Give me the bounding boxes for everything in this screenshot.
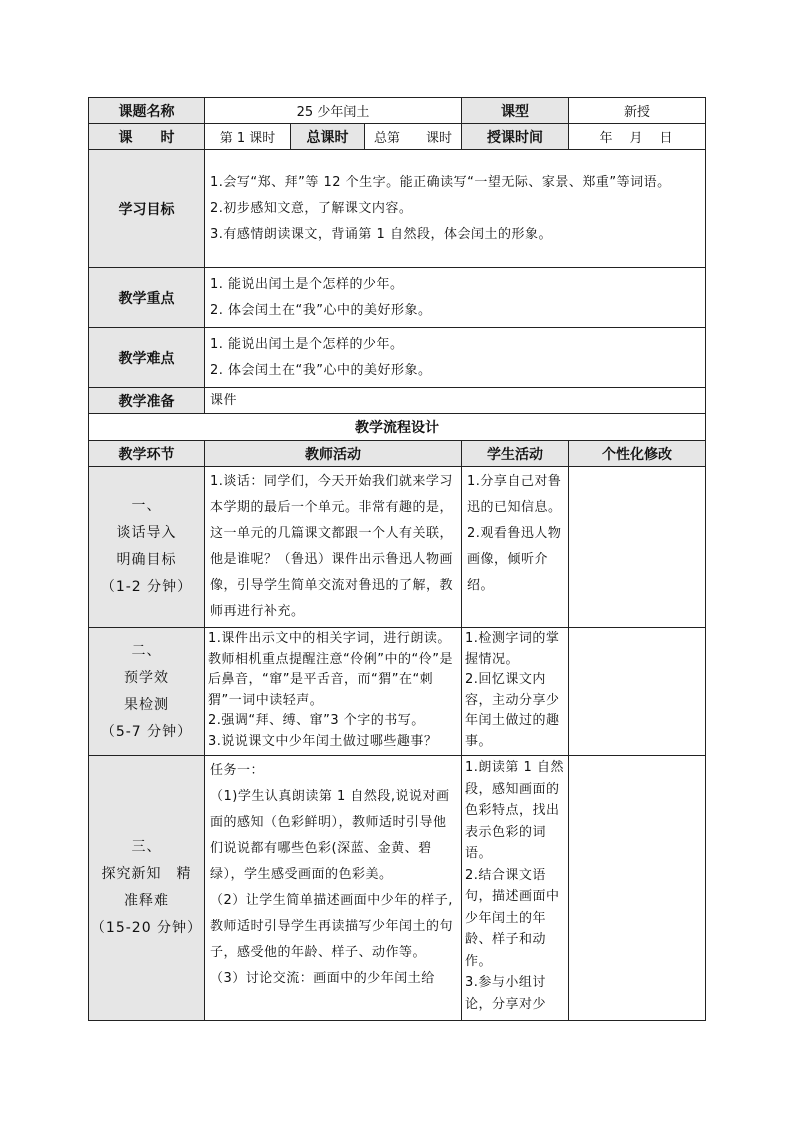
stage-row: [89, 628, 706, 756]
column-teacher-header: 教师活动: [205, 441, 462, 467]
stage-row: [89, 756, 706, 1021]
personal-notes: [569, 628, 706, 756]
stage-name: 二、 预学效 果检测 （5-7 分钟）: [89, 628, 205, 756]
header-row-topic: [89, 98, 706, 124]
date-value: 年 月 日: [569, 124, 706, 150]
key-points-row: [89, 268, 706, 328]
goals-content: [205, 150, 706, 268]
key-points-label: 教学重点: [89, 268, 205, 328]
stage-name: 一、 谈话导入 明确目标 （1-2 分钟）: [89, 467, 205, 628]
stage-row: [89, 467, 706, 628]
student-activity: 1.检测字词的掌握情况。 2.回忆课文内容，主动分享少年闰土做过的趣事。: [462, 628, 569, 756]
date-label: 授课时间: [462, 124, 569, 150]
key-points-content: [205, 268, 706, 328]
key-point-item: 2. 体会闰土在“我”心中的美好形象。: [210, 302, 432, 318]
topic-label: 课题名称: [89, 98, 205, 124]
lesson-plan-page: [88, 97, 705, 1021]
key-point-item: 1. 能说出闰土是个怎样的少年。: [210, 276, 404, 292]
column-stage-header: 教学环节: [89, 441, 205, 467]
flow-header-row: [89, 441, 706, 467]
teacher-activity: 1.课件出示文中的相关字词，进行朗读。教师相机重点提醒注意“伶俐”中的“伶”是后鼻音，“窜”是平舌音，而“猬”在“刺猬”一词中读轻声。 2.强调“拜、缚、窜”3 个字的书写。 3.说说课文中少年闰土做过哪些趣事？: [205, 628, 462, 756]
flow-title: 教学流程设计: [89, 414, 706, 441]
teacher-activity: 1.谈话：同学们，今天开始我们就来学习本学期的最后一个单元。非常有趣的是，这一单元的几篇课文都跟一个人有关联，他是谁呢？（鲁迅）课件出示鲁迅人物画像，引导学生简单交流对鲁迅的了解，教师再进行补充。: [205, 467, 462, 628]
goal-item: 3.有感情朗读课文，背诵第 1 自然段，体会闰土的形象。: [210, 226, 552, 242]
period-value: 第 1 课时: [205, 124, 291, 150]
type-label: 课型: [462, 98, 569, 124]
difficulty-item: 2. 体会闰土在“我”心中的美好形象。: [210, 362, 432, 378]
column-student-header: 学生活动: [462, 441, 569, 467]
type-value: 新授: [569, 98, 706, 124]
goals-label: 学习目标: [89, 150, 205, 268]
topic-value: 25 少年闰土: [205, 98, 462, 124]
difficulties-label: 教学难点: [89, 328, 205, 388]
preparation-label: 教学准备: [89, 388, 205, 414]
preparation-row: [89, 388, 706, 414]
preparation-value: 课件: [205, 388, 706, 414]
student-activity: 1.分享自己对鲁迅的已知信息。 2.观看鲁迅人物画像，倾听介绍。: [462, 467, 569, 628]
difficulty-item: 1. 能说出闰土是个怎样的少年。: [210, 336, 404, 352]
header-row-period: [89, 124, 706, 150]
difficulties-content: [205, 328, 706, 388]
total-periods-value: 总第 课时: [365, 124, 462, 150]
teacher-activity: 任务一： （1)学生认真朗读第 1 自然段,说说对画面的感知（色彩鲜明），教师适时引导他们说说都有哪些色彩(深蓝、金黄、碧绿），学生感受画面的色彩美。 （2）让学生简单描述画面中少年的样子,教师适时引导学生再读描写少年闰土的句子，感受他的年龄、样子、动作等。 （3）讨论交流：画面中的少年闰土给: [205, 756, 462, 1021]
goals-row: [89, 150, 706, 268]
student-activity: 1.朗读第 1 自然段，感知画面的色彩特点，找出表示色彩的词语。 2.结合课文语句，描述画面中少年闰土的年龄、样子和动作。 3.参与小组讨论，分享对少: [462, 756, 569, 1021]
goal-item: 1.会写“郑、拜”等 12 个生字。能正确读写“一望无际、家景、郑重”等词语。: [210, 174, 671, 190]
goal-item: 2.初步感知文意，了解课文内容。: [210, 200, 413, 216]
period-label: 课 时: [89, 124, 205, 150]
flow-title-row: [89, 414, 706, 441]
total-periods-label: 总课时: [291, 124, 365, 150]
difficulties-row: [89, 328, 706, 388]
stage-name: 三、 探究新知 精 准释难 （15-20 分钟）: [89, 756, 205, 1021]
personal-notes: [569, 467, 706, 628]
lesson-plan-table: [88, 97, 706, 1021]
column-personal-header: 个性化修改: [569, 441, 706, 467]
personal-notes: [569, 756, 706, 1021]
